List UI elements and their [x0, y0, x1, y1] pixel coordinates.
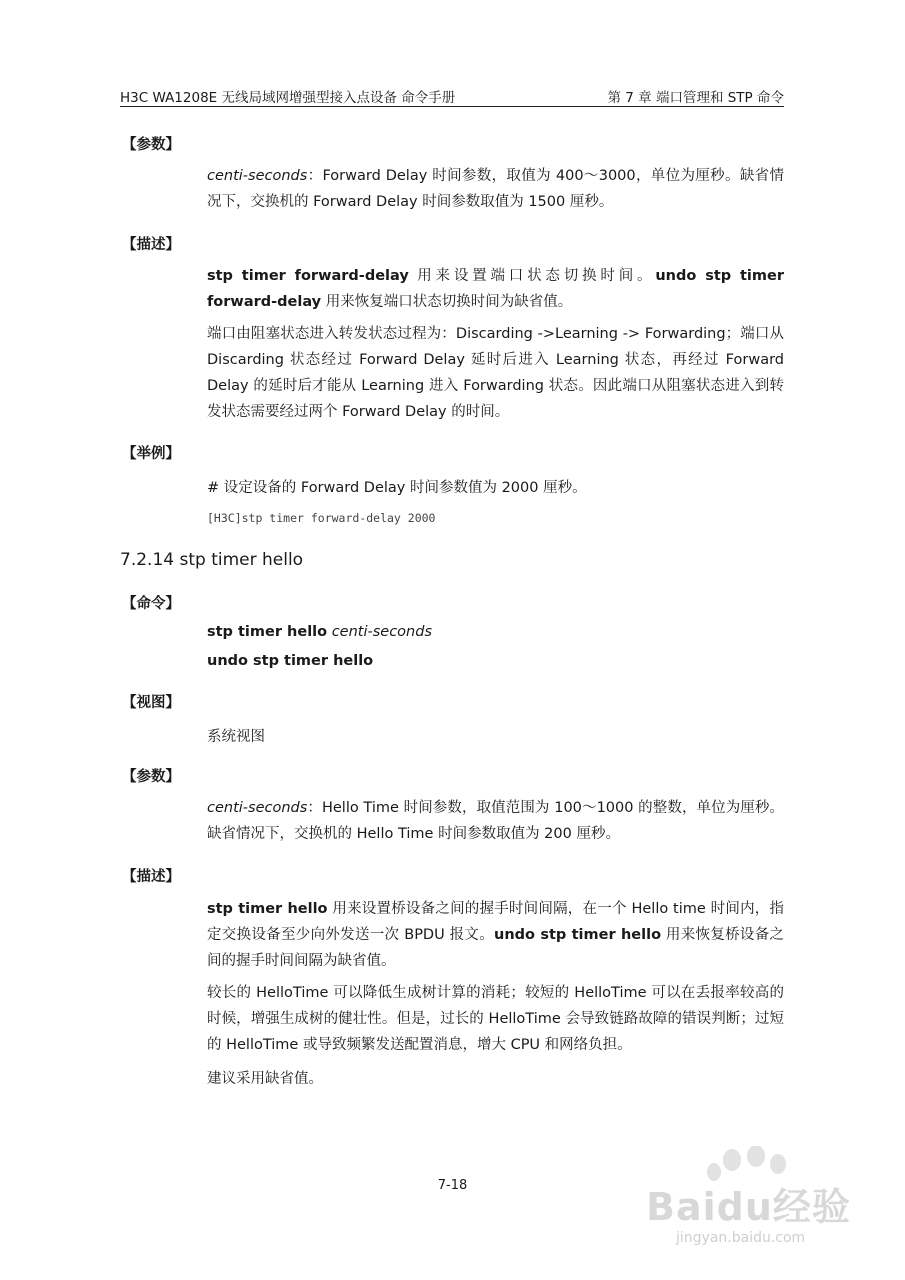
header-rule [120, 106, 784, 107]
desc-paragraph-2b: 较长的 HelloTime 可以降低生成树计算的消耗；较短的 HelloTime 可以在丢报率较高的时候，增强生成树的健壮性。但是，过长的 HelloTime 会导致链路故障的错误判断；过短的 HelloTime 或导致频繁发送配置消息，增大 CPU 和网络负担。 [207, 985, 784, 1053]
view-text: 系统视图 [207, 729, 265, 745]
command-syntax: stp timer hello centi-seconds [207, 624, 432, 640]
watermark-url: jingyan.baidu.com [676, 1230, 806, 1246]
param-name-2: centi-seconds [207, 800, 308, 816]
desc-command-2: stp timer hello [207, 901, 328, 917]
example-comment: # 设定设备的 Forward Delay 时间参数值为 2000 厘秒。 [207, 480, 587, 496]
params-text-2: centi-seconds：Hello Time 时间参数，取值范围为 100～1000 的整数，单位为厘秒。缺省情况下，交换机的 Hello Time 时间参数取值为 200 厘秒。 [207, 800, 784, 842]
header-chapter: 第 7 章 端口管理和 STP 命令 [607, 90, 784, 106]
desc-undo-command: undo stp timer forward-delay [207, 268, 784, 310]
view-heading: 【视图】 [122, 695, 180, 711]
desc-heading: 【描述】 [122, 237, 180, 253]
header-title: H3C WA1208E 无线局域网增强型接入点设备 命令手册 [120, 90, 456, 106]
param-name: centi-seconds [207, 168, 308, 184]
desc-text: stp timer forward-delay 用来设置端口状态切换时间。undo stp timer forward-delay 用来恢复端口状态切换时间为缺省值。 [207, 268, 784, 310]
desc-heading-2: 【描述】 [122, 869, 180, 885]
params-text: centi-seconds：Forward Delay 时间参数，取值为 400～3000，单位为厘秒。缺省情况下，交换机的 Forward Delay 时间参数取值为 1500 厘秒。 [207, 168, 784, 210]
desc-paragraph-3: 建议采用缺省值。 [207, 1071, 323, 1087]
undo-command-syntax: undo stp timer hello [207, 653, 374, 669]
watermark-logo: Baidu经验 [646, 1185, 851, 1229]
example-heading: 【举例】 [122, 446, 180, 462]
params-heading-2: 【参数】 [122, 769, 180, 785]
params-heading: 【参数】 [122, 137, 180, 153]
section-title: 7.2.14 stp timer hello [120, 550, 304, 570]
desc-paragraph-2: 端口由阻塞状态进入转发状态过程为：Discarding ->Learning -> Forwarding；端口从 Discarding 状态经过 Forward Delay 延时后进入 Learning 状态，再经过 Forward Delay 的延时后才能从 Learning 进入 Forwarding 状态。因此端口从阻塞状态进入到转发状态需要经过两个 Forward Delay 的时间。 [207, 326, 784, 420]
desc-text-2: stp timer hello 用来设置桥设备之间的握手时间间隔，在一个 Hello time 时间内，指定交换设备至少向外发送一次 BPDU 报文。undo stp timer hello 用来恢复桥设备之间的握手时间间隔为缺省值。 [207, 901, 785, 969]
command-heading: 【命令】 [122, 596, 180, 612]
desc-undo-command-2: undo stp timer hello [494, 927, 662, 943]
example-code: [H3C]stp timer forward-delay 2000 [207, 511, 436, 525]
page-number: 7-18 [437, 1178, 468, 1193]
desc-command: stp timer forward-delay [207, 268, 409, 284]
